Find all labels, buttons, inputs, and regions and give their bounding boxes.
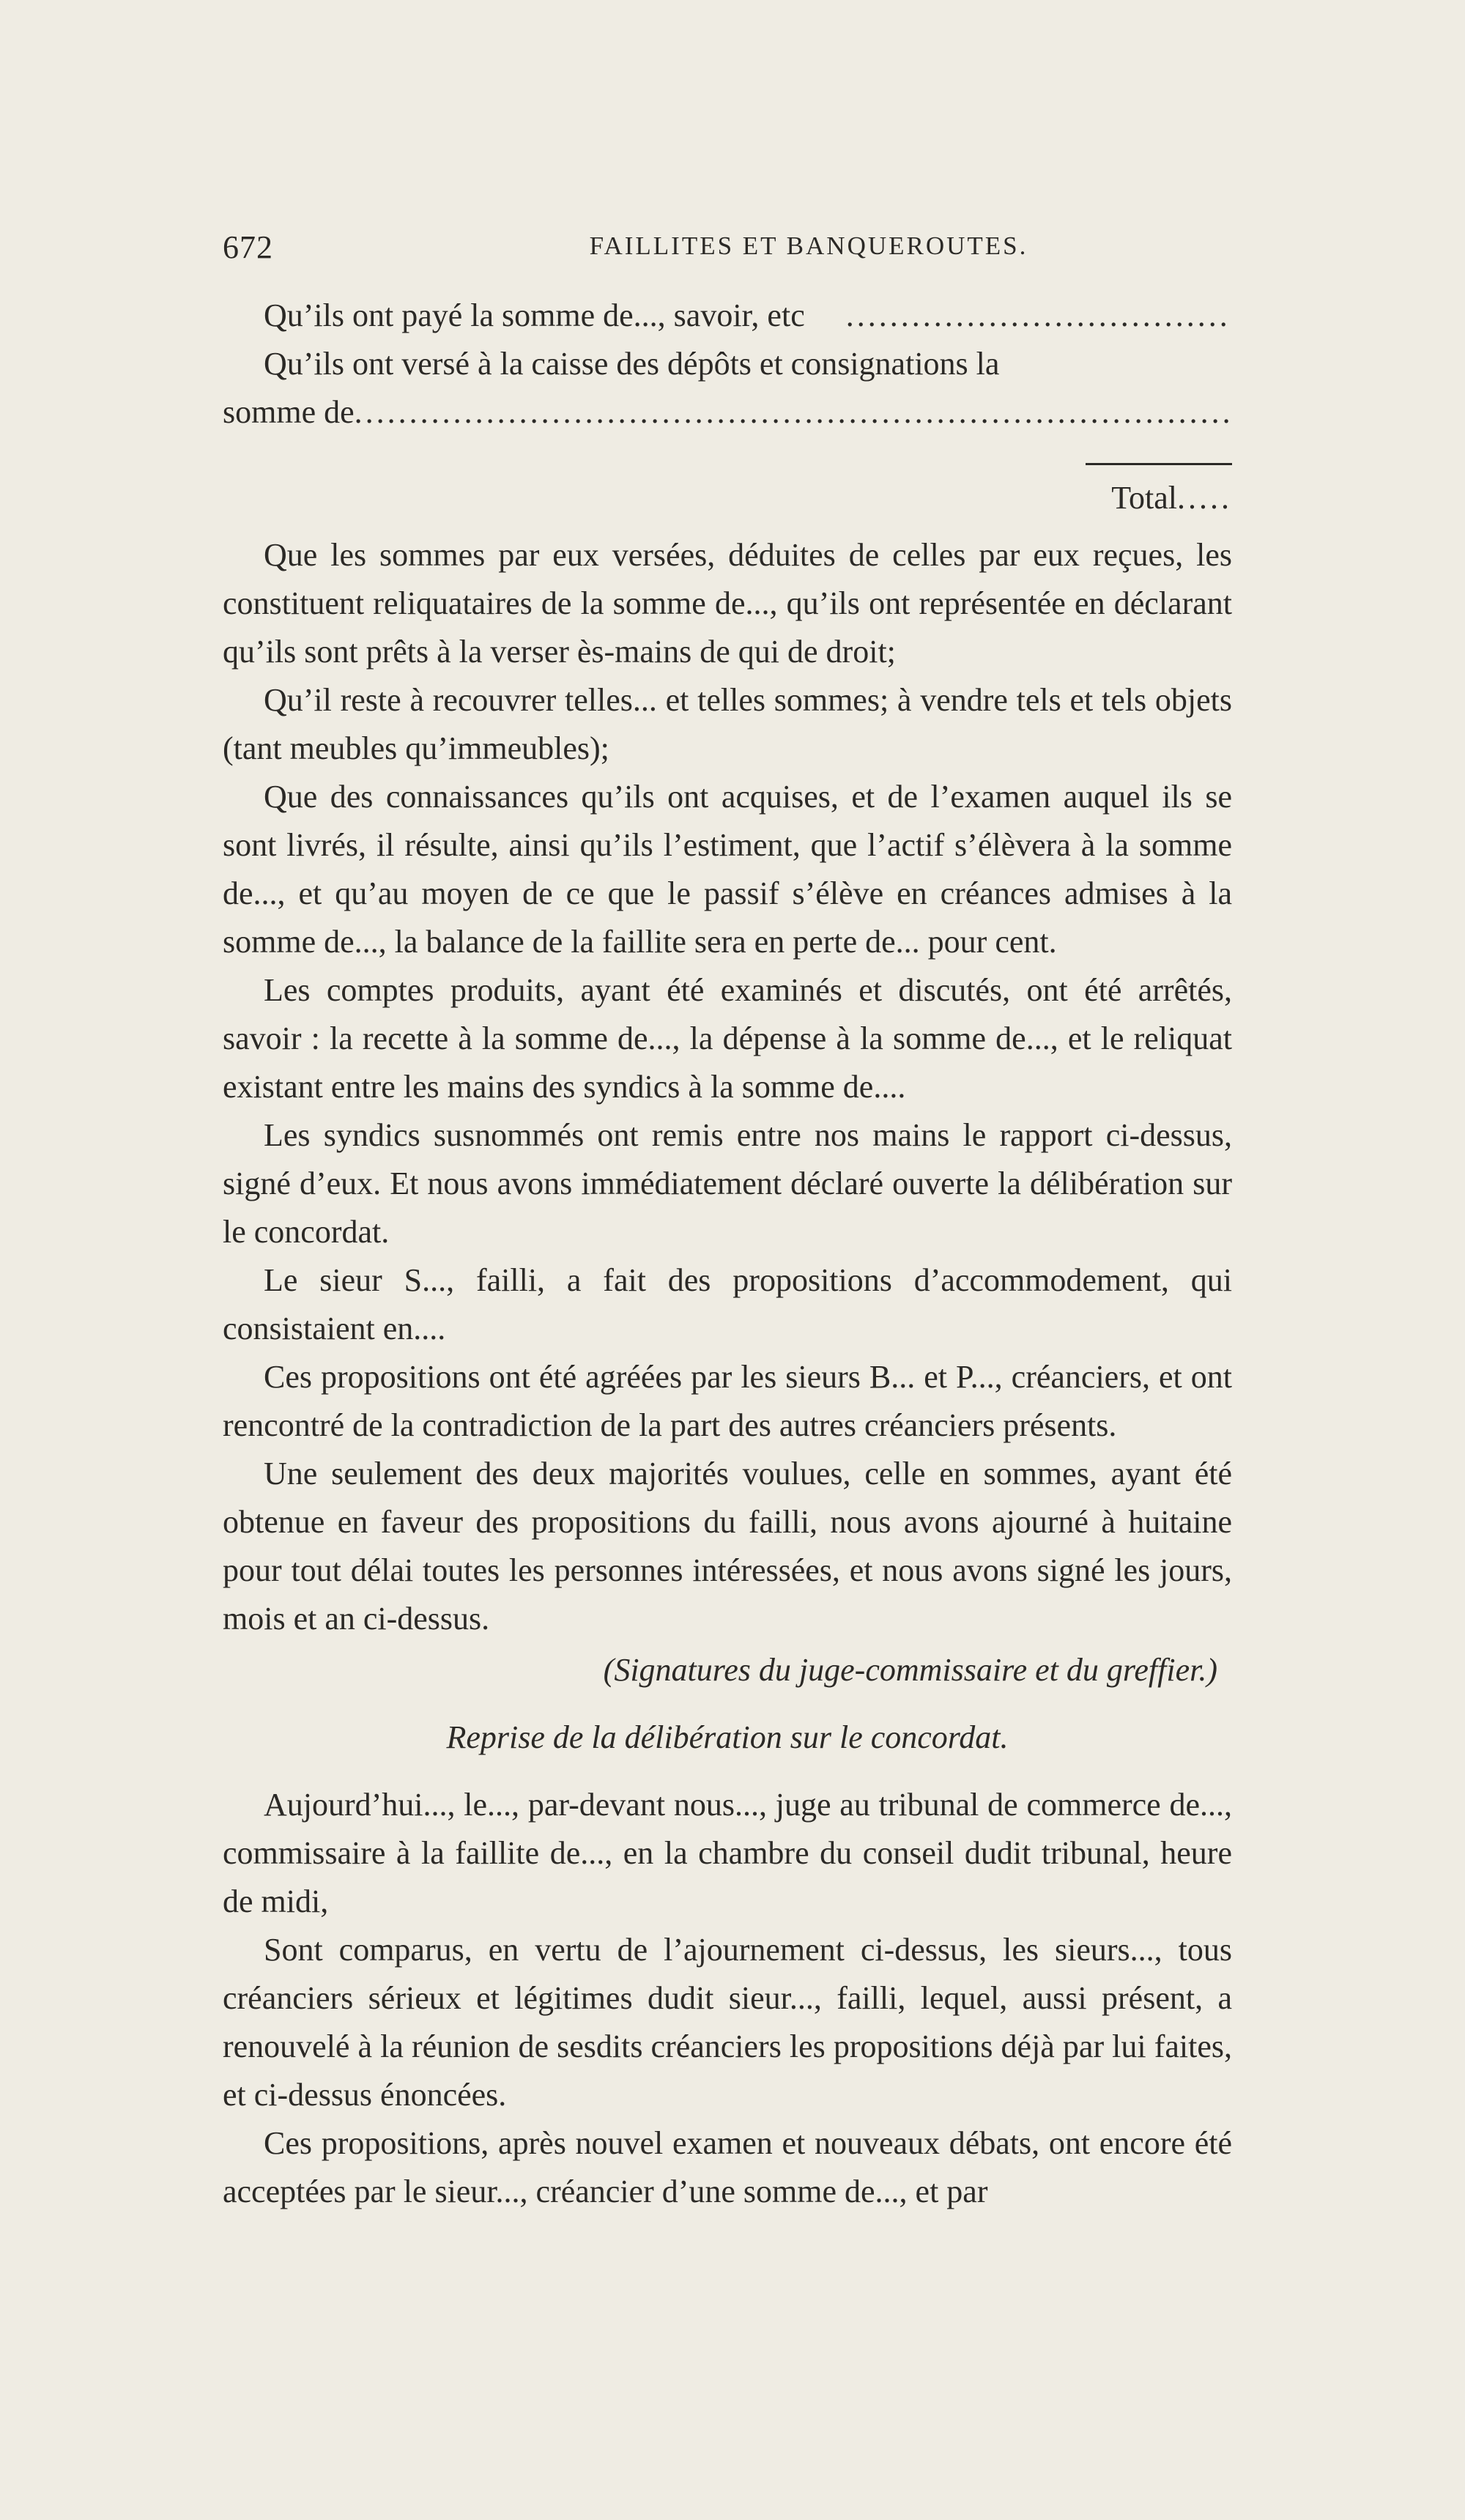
paragraph: Ces propositions ont été agréées par les sieurs B... et P..., créanciers, et ont rencontré de la contradiction de la part des autres créanciers présents. [223, 1359, 1232, 1443]
section-title: Reprise de la délibération sur le concordat. [446, 1719, 1009, 1755]
dot-leader [355, 388, 1232, 437]
signatures-line: (Signatures du juge-commissaire et du greffier.) [603, 1652, 1217, 1688]
text-line [223, 292, 1232, 340]
paragraph: Les comptes produits, ayant été examinés et discutés, ont été arrêtés, savoir : la recette à la somme de..., la dépense à la somme de..., et le reliquat existant entre les mains des syndics à la somme de.... [223, 972, 1232, 1105]
paragraph: Qu’il reste à recouvrer telles... et telles sommes; à vendre tels et tels objets (tant meubles qu’immeubles); [223, 682, 1232, 766]
page-header [223, 229, 1395, 273]
dot-leader [805, 292, 1232, 340]
page-number: 672 [223, 229, 273, 265]
paragraph: Le sieur S..., failli, a fait des propositions d’accommodement, qui consistaient en.... [223, 1262, 1232, 1346]
total-rule [1086, 463, 1232, 465]
paragraph: Que des connaissances qu’ils ont acquises, et de l’examen auquel ils se sont livrés, il résulte, ainsi qu’ils l’estiment, que l’actif s’élèvera à la somme de..., et qu’au moyen de ce que le passif s’élève en créances admises à la somme de..., la balance de la faillite sera en perte de... pour cent. [223, 779, 1232, 960]
total-dots: ..... [1177, 480, 1232, 516]
paragraph: Sont comparus, en vertu de l’ajournement ci-dessus, les sieurs..., tous créanciers sérieux et légitimes dudit sieur..., failli, lequel, aussi présent, a renouvelé à la réunion de sesdits créanciers les propositions déjà par lui faites, et ci-dessus énoncées. [223, 1932, 1232, 2113]
paragraph: Aujourd’hui..., le..., par-devant nous..., juge au tribunal de commerce de..., commissaire à la faillite de..., en la chambre du conseil dudit tribunal, heure de midi, [223, 1787, 1232, 1919]
paragraph: Que les sommes par eux versées, déduites de celles par eux reçues, les constituent reliquataires de la somme de..., qu’ils ont représentée en déclarant qu’ils sont prêts à la verser ès-mains de qui de droit; [223, 537, 1232, 670]
running-title: FAILLITES ET BANQUEROUTES. [589, 231, 1028, 260]
line-text: somme de [223, 394, 355, 430]
paragraph: Ces propositions, après nouvel examen et nouveaux débats, ont encore été acceptées par le sieur..., créancier d’une somme de..., et par [223, 2125, 1232, 2209]
paragraph: Une seulement des deux majorités voulues, celle en sommes, ayant été obtenue en faveur des propositions du failli, nous avons ajourné à huitaine pour tout délai toutes les personnes intéressées, et nous avons signé les jours, mois et an ci-dessus. [223, 1456, 1232, 1637]
text-line [223, 388, 1232, 437]
line-text: Qu’ils ont payé la somme de..., savoir, etc [264, 297, 805, 333]
total-label: Total [1111, 480, 1177, 516]
body-text [223, 292, 1232, 2216]
text-line: Qu’ils ont versé à la caisse des dépôts et consignations la [264, 346, 1000, 382]
total-line [223, 474, 1232, 522]
paragraph: Les syndics susnommés ont remis entre nos mains le rapport ci-dessus, signé d’eux. Et nous avons immédiatement déclaré ouverte la délibération sur le concordat. [223, 1117, 1232, 1250]
